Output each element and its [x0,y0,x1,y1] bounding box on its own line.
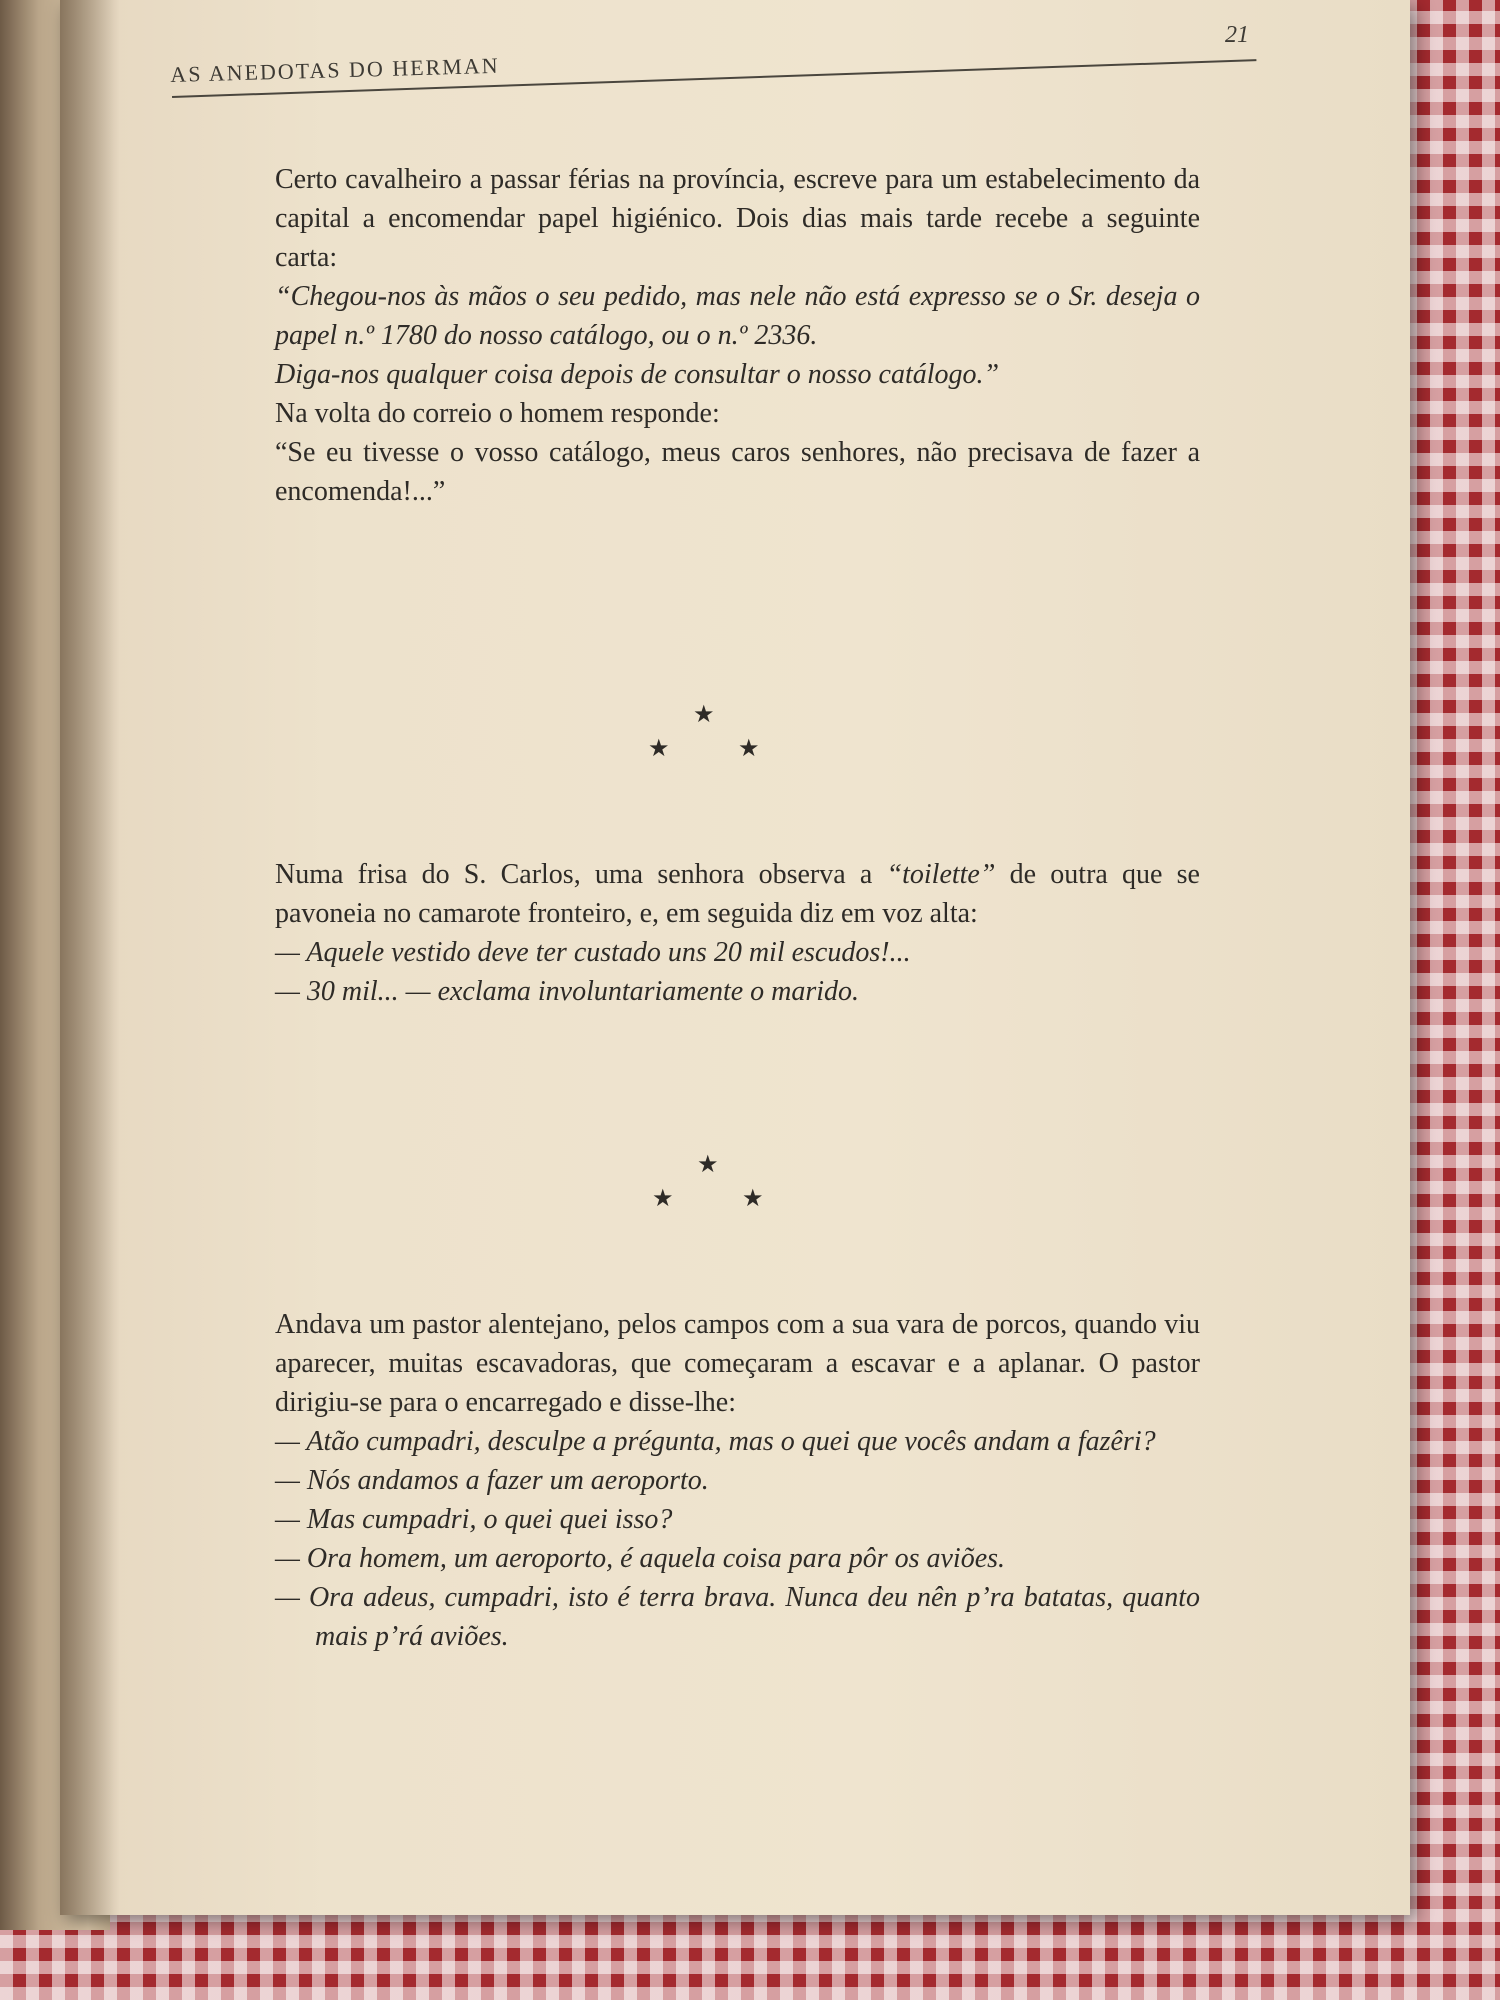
anecdote-3-dialog-4: — Ora homem, um aeroporto, é aquela coisa para pôr os aviões. [275,1543,1006,1574]
star-icon: ★ [697,1152,719,1178]
page-number: 21 [1225,22,1249,48]
running-head: AS ANEDOTAS DO HERMAN [170,52,500,87]
anecdote-1-letter-end: Diga-nos qualquer coisa depois de consultar o nosso catálogo.” [275,359,1000,390]
anecdote-2 [275,855,1200,1011]
anecdote-2-dialog-1: — Aquele vestido deve ter custado uns 20 mil escudos!... [275,937,911,968]
anecdote-2-intro-end: de outra que se pavoneia no camarote fronteiro, e, em seguida diz em voz alta: [275,859,1200,929]
page-shadow [60,0,120,1915]
star-icon: ★ [738,736,760,762]
anecdote-2-intro-toilette: “toilette” [886,859,996,890]
anecdote-1-reply: “Se eu tivesse o vosso catálogo, meus caros senhores, não precisava de fazer a encomenda!...” [275,437,1200,507]
anecdote-3-dialog-3: — Mas cumpadri, o quei quei isso? [275,1504,673,1535]
anecdote-2-dialog-2: — 30 mil... — exclama involuntariamente o marido. [275,976,860,1007]
book-page [60,0,1410,1915]
anecdote-2-intro-start: Numa frisa do S. Carlos, uma senhora observa a [275,859,887,890]
star-icon: ★ [742,1186,764,1212]
anecdote-1-intro: Certo cavalheiro a passar férias na província, escreve para um estabelecimento da capital a encomendar papel higiénico. Dois dias mais tarde recebe a seguinte carta: [275,164,1200,273]
anecdote-3-intro: Andava um pastor alentejano, pelos campos com a sua vara de porcos, quando viu aparecer, muitas escavadoras, que começaram a escavar e a aplanar. O pastor dirigiu-se para o encarregado e disse-lhe: [275,1309,1200,1418]
anecdote-3 [275,1305,1200,1656]
anecdote-1 [275,160,1200,511]
star-icon: ★ [648,736,670,762]
anecdote-3-dialog-2: — Nós andamos a fazer um aeroporto. [275,1465,709,1496]
anecdote-3-dialog-5: — Ora adeus, cumpadri, isto é terra brava. Nunca deu nên p’ra batatas, quanto mais p’rá aviões. [275,1582,1200,1652]
anecdote-2-intro [275,855,1200,933]
anecdote-1-letter: “Chegou-nos às mãos o seu pedido, mas nele não está expresso se o Sr. deseja o papel n.º 1780 do nosso catálogo, ou o n.º 2336. [275,281,1200,351]
star-separator [648,700,768,760]
star-separator [652,1150,772,1210]
anecdote-1-reply-intro: Na volta do correio o homem responde: [275,398,720,429]
anecdote-3-dialog-1: — Atão cumpadri, desculpe a prégunta, mas o quei que vocês andam a fazêri? [275,1426,1156,1457]
star-icon: ★ [652,1186,674,1212]
star-icon: ★ [693,702,715,728]
